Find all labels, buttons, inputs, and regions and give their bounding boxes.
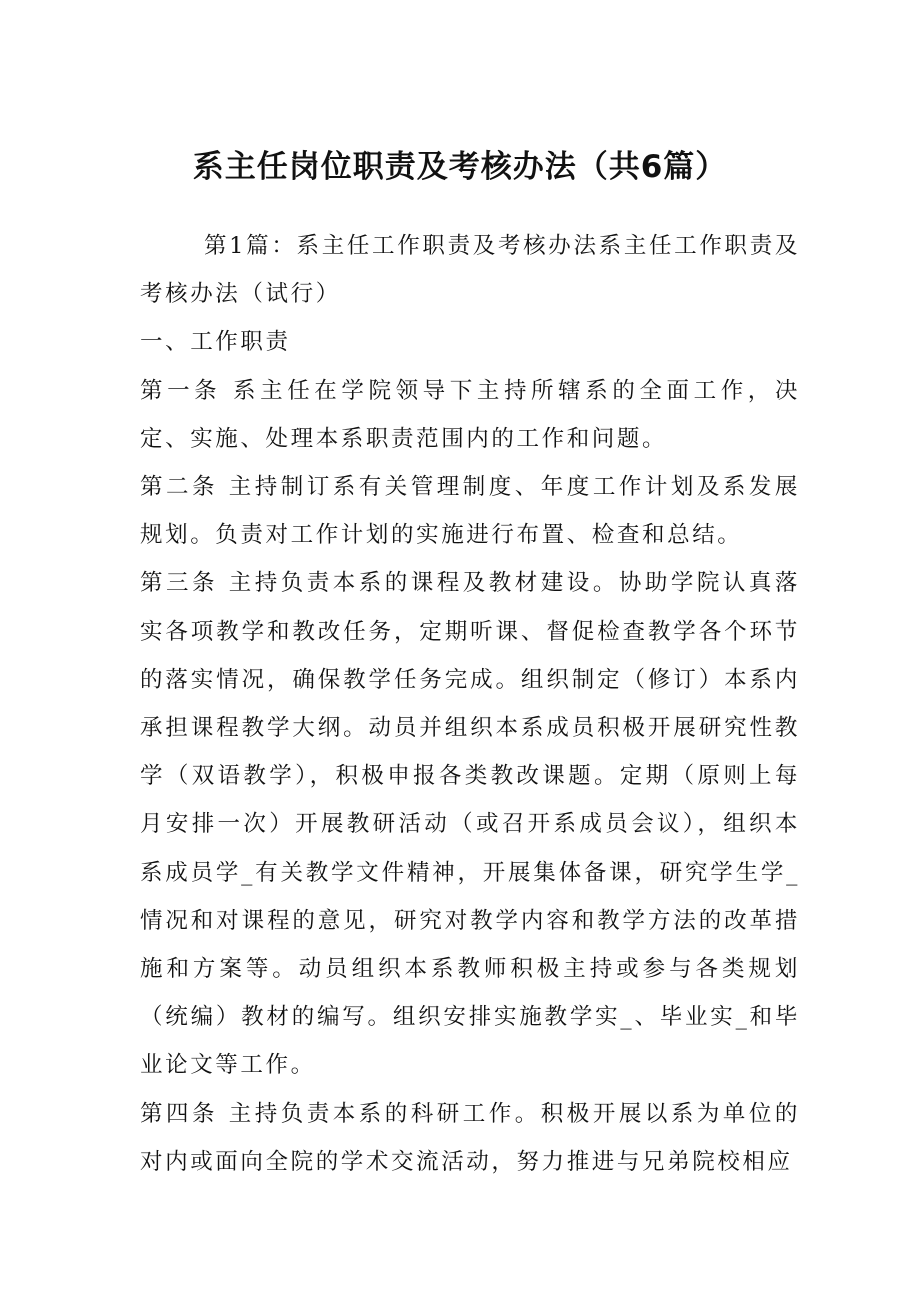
- section-heading-duties: 一、工作职责: [140, 329, 291, 356]
- article-3: 第三条 主持负责本系的课程及教材建设。协助学院认真落实各项教学和教改任务，定期听课、督促检查教学各个环节的落实情况，确保教学任务完成。组织制定（修订）本系内承担课程教学大纲。动员并组织本系成员积极开展研究性教学（双语教学），积极申报各类教改课题。定期（原则上每月安排一次）开展教研活动（或召开系成员会议），组织本系成员学_有关教学文件精神，开展集体备课，研究学生学_情况和对课程的意见，研究对教学内容和教学方法的改革措施和方案等。动员组织本系教师积极主持或参与各类规划（统编）教材的编写。组织安排实施教学实_、毕业实_和毕业论文等工作。: [140, 570, 800, 1079]
- paragraph-intro: 第1篇：系主任工作职责及考核办法系主任工作职责及考核办法（试行）: [140, 233, 800, 308]
- document-title: 系主任岗位职责及考核办法（共6篇）: [192, 149, 728, 185]
- article-1: 第一条 系主任在学院领导下主持所辖系的全面工作，决定、实施、处理本系职责范围内的工作和问题。: [140, 377, 800, 452]
- article-4: 第四条 主持负责本系的科研工作。积极开展以系为单位的对内或面向全院的学术交流活动，努力推进与兄弟院校相应: [140, 1100, 800, 1175]
- document-body: [140, 222, 800, 1186]
- article-2: 第二条 主持制订系有关管理制度、年度工作计划及系发展规划。负责对工作计划的实施进行布置、检查和总结。: [140, 474, 800, 549]
